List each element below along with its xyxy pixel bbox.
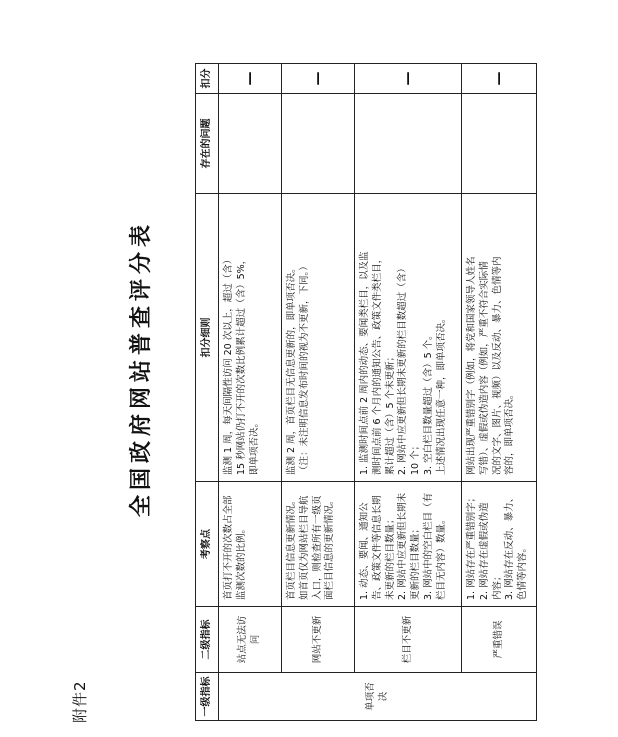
table-header-row <box>196 64 219 721</box>
check-point-line: 更新的栏目数量； <box>410 523 422 600</box>
header-level2: 二级指标 <box>196 607 219 673</box>
check-point-line: 如首页仅为网站栏目导航 <box>298 495 310 600</box>
level2-cell: 网站不更新 <box>282 607 355 673</box>
rule-line: 即单项否决。 <box>248 417 260 475</box>
rule-line: 2. 网站中应更新但长期未更新的栏目数超过（含） <box>397 263 409 475</box>
header-deduction: 扣分 <box>196 64 219 94</box>
check-point-line: 2. 网站中应更新但长期未 <box>397 492 409 600</box>
table-row <box>219 64 282 721</box>
check-point-line: 3. 网站中的空白栏目（有 <box>423 492 435 600</box>
rule-line: 3. 空白栏目数量超过（含）5 个。 <box>423 330 435 475</box>
check-points-cell <box>282 482 355 607</box>
rules-cell <box>355 194 462 482</box>
level2-cell: 栏目不更新 <box>355 607 462 673</box>
attachment-label: 附件2 <box>71 680 89 723</box>
check-points-cell <box>219 482 282 607</box>
rule-line: 监测 1 周，每天间隔性访问 20 次以上，超过（含） <box>223 254 234 475</box>
rules-cell <box>462 194 537 482</box>
issues-cell <box>219 94 282 194</box>
rule-line: 累计超过（含）5 个未更新； <box>384 351 396 475</box>
check-point-line: 面栏目信息的更新情况。 <box>324 495 336 600</box>
level2-cell: 站点无法访问 <box>219 607 282 673</box>
header-check-points: 考察点 <box>196 482 219 607</box>
check-point-line: 首页栏目信息更新情况。 <box>286 495 297 600</box>
rules-cell <box>219 194 282 482</box>
check-point-line: 3. 网站存在反动、暴力、 <box>504 492 516 600</box>
check-point-line: 1. 动态、要闻、通知公 <box>359 502 370 600</box>
level1-cell: 单项否决 <box>219 673 537 721</box>
rule-line: （注：未注明信息发布时间的视为不更新，下同。） <box>298 261 310 475</box>
check-point-line: 告、政策文件等信息长期 <box>371 495 383 600</box>
check-point-line: 栏目无内容）数量。 <box>435 514 447 600</box>
deduction-cell: — <box>282 64 355 94</box>
check-point-line: 内容； <box>491 571 503 600</box>
rule-line: 上述情况出现任意一种，即单项否决。 <box>435 313 447 475</box>
header-issues: 存在的问题 <box>196 94 219 194</box>
issues-cell <box>282 94 355 194</box>
rule-line: 写错）、虚假或伪造内容（例如，严重不符合实际情 <box>478 261 490 475</box>
check-point-line: 未更新的栏目数量； <box>384 514 396 600</box>
rule-line: 网站出现严重错别字（例如，将党和国家领导人姓名 <box>466 256 477 475</box>
level2-cell: 严重错误 <box>462 607 537 673</box>
check-point-line: 色情等内容。 <box>517 542 529 600</box>
table-row <box>462 64 537 721</box>
check-point-line: 入口，则检查所有一级页 <box>311 495 323 600</box>
rule-line: 容的，即单项否决。 <box>504 389 516 475</box>
check-point-line: 1. 网站存在严重错别字； <box>466 492 477 600</box>
check-point-line: 监测次数的比例。 <box>235 523 247 600</box>
rule-line: 10 个； <box>410 440 422 475</box>
page-title: 全国政府网站普查评分表 <box>128 220 154 518</box>
check-point-line: 2. 网站存在虚假或伪造 <box>478 502 490 600</box>
table-row <box>355 64 462 721</box>
table-row <box>282 64 355 721</box>
issues-cell <box>462 94 537 194</box>
issues-cell <box>355 94 462 194</box>
rule-line: 况的文字、图片、视频）以及反动、暴力、色情等内 <box>491 256 503 475</box>
check-points-cell <box>462 482 537 607</box>
deduction-cell: — <box>355 64 462 94</box>
rule-line: 监测 2 周，首页栏目无信息更新的，即单项否决。 <box>286 263 297 475</box>
check-points-cell <box>355 482 462 607</box>
rule-line: 15 秒网站仍打不开的次数比例累计超过（含）5%， <box>235 254 247 475</box>
deduction-cell: — <box>219 64 282 94</box>
header-deduction-rules: 扣分细则 <box>196 194 219 482</box>
score-table <box>195 63 537 721</box>
rule-line: 测时间点前 6 个月内的通知公告、政策文件类栏目， <box>371 253 383 475</box>
header-level1: 一级指标 <box>196 673 219 721</box>
deduction-cell: — <box>462 64 537 94</box>
rule-line: 1. 监测时间点前 2 周内的动态、要闻类栏目，以及监 <box>359 251 370 475</box>
rules-cell <box>282 194 355 482</box>
check-point-line: 首页打不开的次数占全部 <box>223 495 234 600</box>
